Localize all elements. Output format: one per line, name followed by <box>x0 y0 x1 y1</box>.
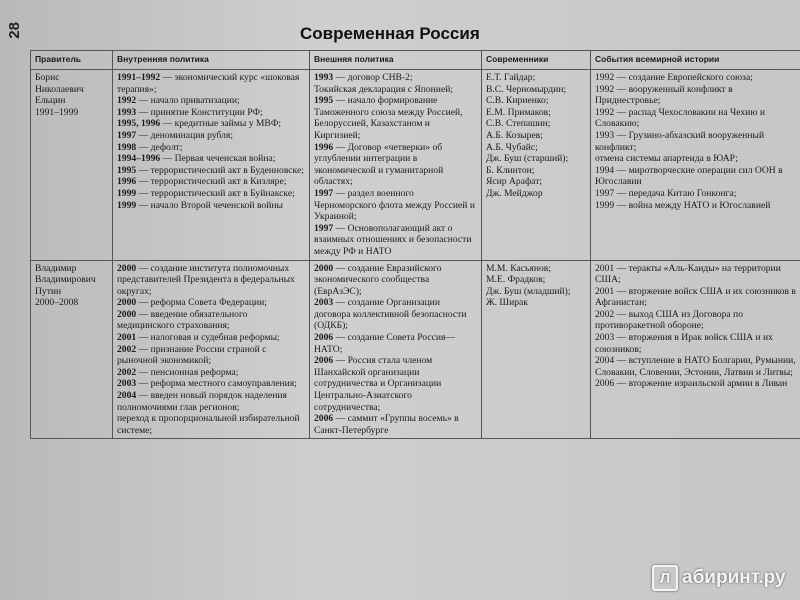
event-entry <box>314 95 477 141</box>
event-year: 1991–1992 <box>117 72 161 83</box>
event-year: 2006 <box>595 378 615 390</box>
contemporary-name: Ж. Ширак <box>486 297 528 309</box>
event-text: — пенсионная реформа; <box>136 366 239 378</box>
event-text: — теракты «Аль-Каиды» на территории США; <box>595 262 781 286</box>
event-text: — экономический курс «шоковая терапия»; <box>117 72 300 95</box>
event-entry <box>595 153 798 165</box>
contemporary-name: Дж. Буш (младший); <box>486 285 571 297</box>
event-year: 2006 <box>314 355 334 367</box>
event-year: 1999 <box>117 199 137 211</box>
contemporary-name: Е.М. Примаков; <box>486 106 551 118</box>
contemporary-name: М.Е. Фрадков; <box>486 274 546 286</box>
event-year: 2003 <box>117 378 137 390</box>
foreign-policy-cell <box>310 260 482 439</box>
labirint-logo-icon: Л <box>652 565 678 591</box>
contemporary-name: А.Б. Козырев; <box>486 129 543 141</box>
event-text: — террористический акт в Кизляре; <box>136 176 287 188</box>
ruler-name-line: Путин <box>35 285 62 297</box>
event-entry <box>117 263 305 298</box>
contemporary-name: Б. Клинтон; <box>486 164 535 176</box>
event-text: — создание Совета Россия—НАТО; <box>314 332 455 355</box>
event-text: — введение обязательного медицинского страхования; <box>117 308 248 332</box>
event-text: — начало приватизации; <box>136 95 240 107</box>
event-text: — создание института полномочных представителей Президента в федеральных округах; <box>117 262 295 297</box>
event-year: 2000 <box>117 297 137 309</box>
event-entry <box>117 297 305 309</box>
event-text: — создание Европейского союза; <box>614 72 753 83</box>
event-entry <box>117 332 305 344</box>
header-world-events: События всемирной истории <box>591 51 800 70</box>
event-text: — реформа Совета Федерации; <box>136 297 267 309</box>
event-entry <box>595 72 798 84</box>
contemporary-name: С.В. Степашин; <box>486 118 551 130</box>
table-row <box>31 70 800 261</box>
event-entry <box>314 297 477 332</box>
event-text: — выход США из Договора по противоракетной обороне; <box>595 308 743 332</box>
event-entry <box>314 263 477 298</box>
event-text: — Грузино-абхазский вооруженный конфликт; <box>595 129 765 153</box>
event-year: 2003 <box>314 297 334 309</box>
event-text: — Договор «четверки» об углублении интеграции в экономической и гуманитарной областях; <box>314 141 444 188</box>
event-text: — вооруженный конфликт в Приднестровье; <box>595 83 733 107</box>
event-year: 2001 <box>595 285 615 297</box>
contemporary-name: Дж. Мейджор <box>486 187 543 199</box>
event-year: 1992 <box>595 106 615 118</box>
event-entry <box>595 200 798 212</box>
event-entry <box>595 188 798 200</box>
contemporary-name: Ясир Арафат; <box>486 176 543 188</box>
event-year: 1997 <box>595 187 615 199</box>
contemporary-name: С.В. Кириенко; <box>486 95 549 107</box>
event-entry <box>117 309 305 332</box>
event-text: — террористический акт в Буйнакске; <box>136 187 295 199</box>
event-entry <box>117 367 305 379</box>
event-year: 1994–1996 <box>117 153 161 165</box>
event-text: — Основополагающий акт о взаимных отношениях и безопасности между РФ и НАТО <box>314 222 472 257</box>
event-entry <box>314 72 477 84</box>
event-entry <box>595 165 798 188</box>
event-text: — саммит «Группы восемь» в Санкт-Петербурге <box>314 413 459 436</box>
event-entry <box>595 286 798 309</box>
event-year: 2000 <box>314 262 334 274</box>
watermark-text: абиринт.ру <box>682 567 786 588</box>
contemporary-name: Дж. Буш (старший); <box>486 153 569 165</box>
ruler-name-line: Борис <box>35 72 60 83</box>
event-entry <box>314 332 477 355</box>
event-entry <box>314 413 477 436</box>
event-text: — кредитные займы у МВФ; <box>160 118 282 130</box>
event-entry <box>117 413 305 436</box>
event-year: 2006 <box>314 413 334 425</box>
event-text: — дефолт; <box>136 141 183 153</box>
event-year: 1992 <box>595 72 615 83</box>
event-text: Токийская декларация с Японией; <box>314 83 454 95</box>
ruler-name-line: Николаевич <box>35 83 84 95</box>
event-entry <box>117 118 305 130</box>
event-entry <box>595 84 798 107</box>
page-title: Современная Россия <box>300 24 480 43</box>
event-text: — налоговая и судебная реформы; <box>136 332 280 344</box>
event-entry <box>595 107 798 130</box>
event-year: 1995, 1996 <box>117 118 161 130</box>
event-text: — начало Второй чеченской войны <box>136 199 283 211</box>
event-entry <box>117 200 305 212</box>
event-year: 1998 <box>117 141 137 153</box>
event-entry <box>117 188 305 200</box>
event-text: — деноминация рубля; <box>136 129 233 141</box>
event-year: 1996 <box>314 141 334 153</box>
contemporary-name: Е.Т. Гайдар; <box>486 72 536 83</box>
event-year: 1999 <box>117 187 137 199</box>
event-year: 1997 <box>117 129 137 141</box>
event-text: переход к пропорциональной избирательной системе; <box>117 413 300 436</box>
ruler-name-line: 2000–2008 <box>35 297 79 309</box>
event-text: — война между НАТО и Югославией <box>614 199 771 211</box>
contemporary-name: А.Б. Чубайс; <box>486 141 538 153</box>
event-text: — Россия стала членом Шанхайской организации сотрудничества и Организации Центрально-Азиатского сотрудничества; <box>314 355 442 413</box>
event-year: 1995 <box>117 164 137 176</box>
event-year: 1992 <box>595 83 615 95</box>
event-year: 1997 <box>314 222 334 234</box>
event-text: — создание Организации договора коллективной безопасности (ОДКБ); <box>314 297 467 332</box>
event-entry <box>117 153 305 165</box>
event-year: 1999 <box>595 199 615 211</box>
event-entry <box>314 355 477 413</box>
event-text: — принятие Конституции РФ; <box>136 106 263 118</box>
event-text: — начало формирование Таможенного союза между Россией, Белоруссией, Казахстаном и Киргизией; <box>314 95 463 141</box>
event-entry <box>117 107 305 119</box>
ruler-name-line: 1991–1999 <box>35 106 79 118</box>
event-text: — распад Чехословакии на Чехию и Словакию; <box>595 106 766 130</box>
event-text: — вторжение войск США и их союзников в Афганистан; <box>595 285 796 309</box>
history-table <box>30 50 800 439</box>
event-year: 2006 <box>314 332 334 344</box>
event-entry <box>595 263 798 286</box>
internal-policy-cell <box>113 260 310 439</box>
labirint-watermark <box>652 565 786 591</box>
header-ruler: Правитель <box>31 51 113 70</box>
event-text: — создание Евразийского экономического сообщества (ЕврАзЭС); <box>314 262 442 297</box>
event-entry <box>595 332 798 355</box>
contemporaries-cell <box>482 70 591 261</box>
event-year: 2004 <box>595 355 615 367</box>
contemporary-name: М.М. Касьянов; <box>486 262 551 274</box>
event-entry <box>117 165 305 177</box>
event-year: 2001 <box>595 262 615 274</box>
event-year: 2002 <box>117 366 137 378</box>
event-text: — вступление в НАТО Болгарии, Румынии, Словакии, Словении, Эстонии, Латвии и Литвы; <box>595 355 796 378</box>
event-entry <box>595 355 798 378</box>
event-year: 1994 <box>595 164 615 176</box>
event-text: — террористический акт в Буденновске; <box>136 164 304 176</box>
table-header-row <box>31 51 800 70</box>
event-year: 2000 <box>117 308 137 320</box>
event-entry <box>117 390 305 413</box>
event-text: — раздел военного Черноморского флота между Россией и Украиной; <box>314 187 475 223</box>
header-foreign-policy: Внешняя политика <box>310 51 482 70</box>
contemporaries-cell <box>482 260 591 439</box>
event-text: — признание России страной с рыночной экономикой; <box>117 343 267 367</box>
event-entry <box>117 344 305 367</box>
event-year: 2000 <box>117 262 137 274</box>
event-text: — Первая чеченская война; <box>160 153 276 165</box>
ruler-name-line: Ельцин <box>35 95 66 107</box>
event-entry <box>314 84 477 96</box>
event-entry <box>314 223 477 258</box>
contemporary-name: В.С. Черномырдин; <box>486 83 567 95</box>
event-entry <box>117 142 305 154</box>
header-contemporaries: Современники <box>482 51 591 70</box>
event-entry <box>117 378 305 390</box>
event-text: — миротворческие операции сил ООН в Югославии <box>595 164 783 188</box>
event-text: — вторжения в Ирак войск США и их союзников; <box>595 332 773 355</box>
event-year: 1995 <box>314 95 334 107</box>
page-number: 28 <box>6 22 23 39</box>
world-events-cell <box>591 260 800 439</box>
event-entry <box>117 176 305 188</box>
ruler-cell <box>31 260 113 439</box>
event-entry <box>117 72 305 95</box>
event-text: отмена системы апартеида в ЮАР; <box>595 153 739 165</box>
event-text: — введен новый порядок наделения полномочиями глав регионов; <box>117 390 287 413</box>
event-entry <box>314 142 477 188</box>
event-entry <box>595 378 798 390</box>
event-year: 1992 <box>117 95 137 107</box>
event-year: 2001 <box>117 332 137 344</box>
event-text: — передача Китаю Гонконга; <box>614 187 737 199</box>
event-year: 1997 <box>314 187 334 199</box>
event-year: 1993 <box>595 129 615 141</box>
event-year: 2002 <box>595 308 615 320</box>
table-row <box>31 260 800 439</box>
ruler-name-line: Владимир <box>35 262 77 274</box>
ruler-cell <box>31 70 113 261</box>
header-internal-policy: Внутренняя политика <box>113 51 310 70</box>
event-year: 2002 <box>117 343 137 355</box>
ruler-name-line: Владимирович <box>35 274 96 286</box>
event-year: 1996 <box>117 176 137 188</box>
event-text: — договор СНВ-2; <box>333 72 413 83</box>
foreign-policy-cell <box>310 70 482 261</box>
event-entry <box>314 188 477 223</box>
event-text: — вторжение израильской армии в Ливан <box>614 378 788 390</box>
event-year: 1993 <box>314 72 334 83</box>
event-entry <box>595 130 798 153</box>
event-entry <box>117 95 305 107</box>
world-events-cell <box>591 70 800 261</box>
event-entry <box>117 130 305 142</box>
event-entry <box>595 309 798 332</box>
event-text: — реформа местного самоуправления; <box>136 378 297 390</box>
internal-policy-cell <box>113 70 310 261</box>
event-year: 2004 <box>117 390 137 402</box>
event-year: 2003 <box>595 332 615 344</box>
event-year: 1993 <box>117 106 137 118</box>
